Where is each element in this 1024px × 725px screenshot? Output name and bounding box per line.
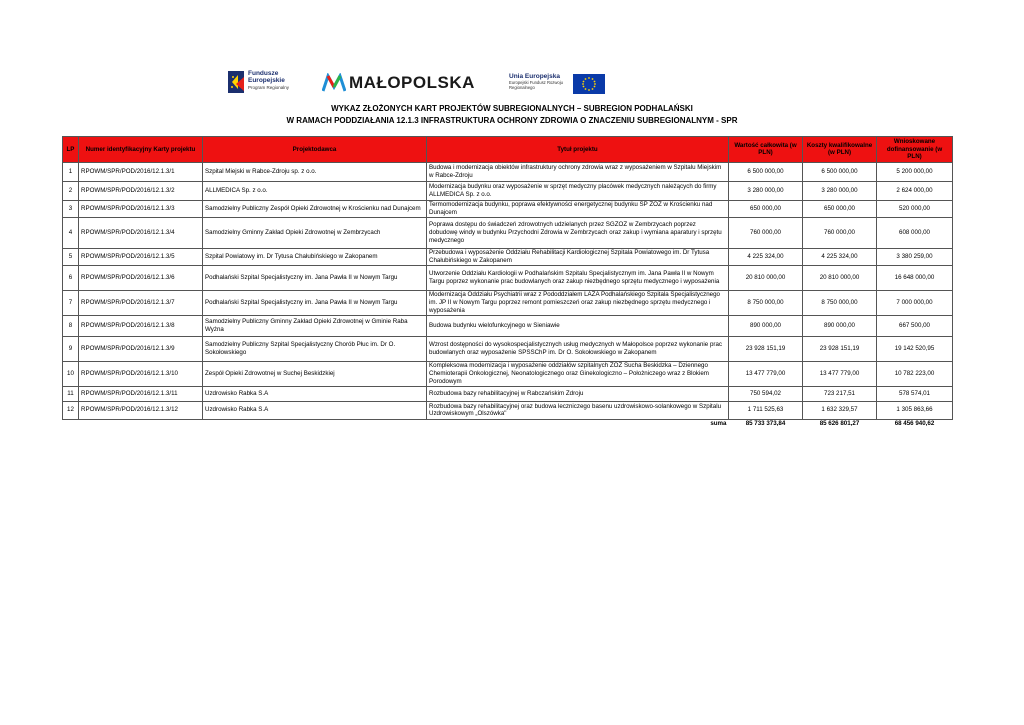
cell-title: Budowa budynku wielofunkcyjnego w Sieniawie — [427, 315, 729, 336]
table-row — [63, 217, 953, 248]
cell-total: 20 810 000,00 — [729, 265, 803, 290]
cell-total: 13 477 779,00 — [729, 361, 803, 386]
cell-cofinancing: 667 500,00 — [877, 315, 953, 336]
cell-cofinancing: 19 142 520,95 — [877, 336, 953, 361]
cell-applicant: Samodzielny Publiczny Zespół Opieki Zdrowotnej w Krościenku nad Dunajcem — [203, 200, 427, 217]
sum-label: suma — [710, 419, 727, 427]
sum-eligible: 85 626 801,27 — [819, 419, 860, 427]
cell-eligible: 13 477 779,00 — [803, 361, 877, 386]
sum-cofinancing: 68 456 940,62 — [894, 419, 935, 427]
cell-id: RPOWM/SPR/POD/2016/12.1.3/8 — [79, 315, 203, 336]
cell-applicant: Podhalański Szpital Specjalistyczny im. Jana Pawła II w Nowym Targu — [203, 290, 427, 315]
sum-blank-cell — [63, 419, 79, 427]
malopolska-wordmark: MAŁOPOLSKA — [349, 73, 475, 92]
cell-title: Rozbudowa bazy rehabilitacyjnej oraz budowa leczniczego basenu uzdrowiskowo-solankowego w Szpitalu Uzdrowiskowym „Olszówka" — [427, 401, 729, 419]
table-row — [63, 386, 953, 401]
fe-text: Fundusze Europejskie Program Regionalny — [248, 70, 290, 90]
cell-cofinancing: 1 305 863,66 — [877, 401, 953, 419]
cell-id: RPOWM/SPR/POD/2016/12.1.3/9 — [79, 336, 203, 361]
cell-title: Przebudowa i wyposażenie Oddziału Rehabilitacji Kardiologicznej Szpitala Powiatowego im. Dr Tytusa Chałubińskiego w Zakopanem — [427, 248, 729, 265]
cell-title: Poprawa dostępu do świadczeń zdrowotnych udzielanych przez SGZOZ w Zembrzycach poprzez dobudowę windy w budynku Przychodni Zdrowia w Zembrzycach oraz zakup i wymiana aparatury i sprzętu medycznego — [427, 217, 729, 248]
cell-cofinancing: 520 000,00 — [877, 200, 953, 217]
cell-cofinancing: 7 000 000,00 — [877, 290, 953, 315]
cell-eligible: 1 632 329,57 — [803, 401, 877, 419]
cell-lp: 6 — [63, 265, 79, 290]
cell-cofinancing: 3 380 259,00 — [877, 248, 953, 265]
table-header-row — [63, 137, 953, 163]
cell-title: Budowa i modernizacja obiektów infrastruktury ochrony zdrowia wraz z wyposażeniem w Szpitalu Miejskim w Rabce-Zdroju — [427, 162, 729, 181]
table-row — [63, 361, 953, 386]
logo-bar — [228, 68, 618, 100]
sum-row — [63, 419, 953, 427]
cell-id: RPOWM/SPR/POD/2016/12.1.3/4 — [79, 217, 203, 248]
col-header-title: Tytuł projektu — [427, 137, 729, 163]
cell-title: Modernizacja budynku oraz wyposażenie w sprzęt medyczny placówek medycznych należących do firmy ALLMEDICA Sp. z o.o. — [427, 181, 729, 200]
cell-title: Kompleksowa modernizacja i wyposażenie oddziałów szpitalnych ZOZ Sucha Beskidzka – Dziennego Chemioterapii Onkologicznej, Neonatologicznego oraz Ginekologiczno – Położniczego wraz z Blokiem Porodowym — [427, 361, 729, 386]
cell-title: Wzrost dostępności do wysokospecjalistycznych usług medycznych w Małopolsce poprzez wykonanie prac budowlanych oraz wyposażenie SPSSChP im. Dr O. Sokołowskiego w Zakopanem — [427, 336, 729, 361]
cell-applicant: Samodzielny Publiczny Szpital Specjalistyczny Chorób Płuc im. Dr O. Sokołowskiego — [203, 336, 427, 361]
cell-eligible: 4 225 324,00 — [803, 248, 877, 265]
cell-applicant: Samodzielny Publiczny Gminny Zakład Opieki Zdrowotnej w Gminie Raba Wyżna — [203, 315, 427, 336]
cell-cofinancing: 16 648 000,00 — [877, 265, 953, 290]
cell-eligible: 6 500 000,00 — [803, 162, 877, 181]
cell-applicant: Uzdrowisko Rabka S.A — [203, 401, 427, 419]
cell-id: RPOWM/SPR/POD/2016/12.1.3/10 — [79, 361, 203, 386]
cell-title: Rozbudowa bazy rehabilitacyjnej w Rabczańskim Zdroju — [427, 386, 729, 401]
cell-eligible: 8 750 000,00 — [803, 290, 877, 315]
col-header-eligible: Koszty kwalifikowalne (w PLN) — [803, 137, 877, 163]
projects-table — [62, 136, 953, 427]
cell-id: RPOWM/SPR/POD/2016/12.1.3/11 — [79, 386, 203, 401]
malopolska-mark-icon — [322, 73, 346, 93]
cell-cofinancing: 10 782 223,00 — [877, 361, 953, 386]
cell-id: RPOWM/SPR/POD/2016/12.1.3/2 — [79, 181, 203, 200]
table-row — [63, 181, 953, 200]
cell-title: Utworzenie Oddziału Kardiologii w Podhalańskim Szpitalu Specjalistycznym im. Jana Pawła II w Nowym Targu poprzez wykonanie prac budowlanych oraz zakup niezbędnego sprzętu medycznego i wyposażenia — [427, 265, 729, 290]
cell-applicant: Szpital Powiatowy im. Dr Tytusa Chałubińskiego w Zakopanem — [203, 248, 427, 265]
col-header-id: Numer identyfikacyjny Karty projektu — [79, 137, 203, 163]
title-line-1: WYKAZ ZŁOŻONYCH KART PROJEKTÓW SUBREGIONALNYCH – SUBREGION PODHALAŃSKI — [331, 104, 693, 113]
table-body — [63, 162, 953, 427]
cell-id: RPOWM/SPR/POD/2016/12.1.3/7 — [79, 290, 203, 315]
cell-applicant: ALLMEDICA Sp. z o.o. — [203, 181, 427, 200]
malopolska-logo — [322, 73, 492, 97]
table-row — [63, 162, 953, 181]
cell-lp: 3 — [63, 200, 79, 217]
cell-cofinancing: 608 000,00 — [877, 217, 953, 248]
cell-lp: 2 — [63, 181, 79, 200]
cell-applicant: Samodzielny Gminny Zakład Opieki Zdrowotnej w Zembrzycach — [203, 217, 427, 248]
col-header-lp: LP — [63, 137, 79, 163]
cell-lp: 4 — [63, 217, 79, 248]
document-title — [0, 103, 1024, 127]
col-header-cofinancing: Wnioskowane dofinansowanie (w PLN) — [877, 137, 953, 163]
table-row — [63, 315, 953, 336]
cell-lp: 8 — [63, 315, 79, 336]
cell-id: RPOWM/SPR/POD/2016/12.1.3/1 — [79, 162, 203, 181]
fundusze-europejskie-logo — [228, 70, 308, 96]
table-row — [63, 265, 953, 290]
cell-title: Termomodernizacja budynku, poprawa efektywności energetycznej budynku SP ZOZ w Krościenku nad Dunajcem — [427, 200, 729, 217]
cell-cofinancing: 578 574,01 — [877, 386, 953, 401]
cell-applicant: Szpital Miejski w Rabce-Zdroju sp. z o.o. — [203, 162, 427, 181]
fe-star-icon — [228, 71, 244, 93]
cell-total: 650 000,00 — [729, 200, 803, 217]
cell-eligible: 760 000,00 — [803, 217, 877, 248]
cell-applicant: Podhalański Szpital Specjalistyczny im. Jana Pawła II w Nowym Targu — [203, 265, 427, 290]
cell-eligible: 723 217,51 — [803, 386, 877, 401]
cell-applicant: Zespół Opieki Zdrowotnej w Suchej Beskidzkiej — [203, 361, 427, 386]
cell-total: 8 750 000,00 — [729, 290, 803, 315]
table-row — [63, 248, 953, 265]
title-line-2: W RAMACH PODDZIAŁANIA 12.1.3 INFRASTRUKTURA OCHRONY ZDROWIA O ZNACZENIU SUBREGIONALNYM - SPR — [286, 116, 738, 125]
eu-logo — [509, 71, 619, 97]
cell-total: 890 000,00 — [729, 315, 803, 336]
cell-lp: 5 — [63, 248, 79, 265]
cell-total: 4 225 324,00 — [729, 248, 803, 265]
cell-id: RPOWM/SPR/POD/2016/12.1.3/5 — [79, 248, 203, 265]
sum-blank-cell — [79, 419, 203, 427]
cell-cofinancing: 2 624 000,00 — [877, 181, 953, 200]
cell-lp: 12 — [63, 401, 79, 419]
cell-eligible: 890 000,00 — [803, 315, 877, 336]
cell-applicant: Uzdrowisko Rabka S.A — [203, 386, 427, 401]
cell-lp: 10 — [63, 361, 79, 386]
cell-eligible: 20 810 000,00 — [803, 265, 877, 290]
cell-id: RPOWM/SPR/POD/2016/12.1.3/12 — [79, 401, 203, 419]
cell-title: Modernizacja Oddziału Psychiatrii wraz z Pododdziałem LAZA Podhalańskiego Szpitala Specjalistycznego im. JP II w Nowym Targu poprzez remont pomieszczeń oraz zakup niezbędnego sprzętu medycznego i wyposażenia — [427, 290, 729, 315]
cell-total: 760 000,00 — [729, 217, 803, 248]
cell-lp: 1 — [63, 162, 79, 181]
cell-total: 3 280 000,00 — [729, 181, 803, 200]
cell-total: 23 928 151,19 — [729, 336, 803, 361]
col-header-applicant: Projektodawca — [203, 137, 427, 163]
cell-eligible: 23 928 151,19 — [803, 336, 877, 361]
cell-lp: 11 — [63, 386, 79, 401]
eu-flag-icon — [573, 74, 605, 94]
cell-id: RPOWM/SPR/POD/2016/12.1.3/3 — [79, 200, 203, 217]
cell-total: 6 500 000,00 — [729, 162, 803, 181]
cell-eligible: 650 000,00 — [803, 200, 877, 217]
table-row — [63, 336, 953, 361]
sum-blank-cell — [203, 419, 427, 427]
cell-id: RPOWM/SPR/POD/2016/12.1.3/6 — [79, 265, 203, 290]
cell-lp: 9 — [63, 336, 79, 361]
table-row — [63, 401, 953, 419]
sum-total: 85 733 373,84 — [745, 419, 786, 427]
table-row — [63, 200, 953, 217]
cell-cofinancing: 5 200 000,00 — [877, 162, 953, 181]
cell-eligible: 3 280 000,00 — [803, 181, 877, 200]
table-row — [63, 290, 953, 315]
ue-text: Unia Europejska Europejski Fundusz Rozwoju Regionalnego — [509, 73, 563, 90]
col-header-total: Wartość całkowita (w PLN) — [729, 137, 803, 163]
cell-lp: 7 — [63, 290, 79, 315]
cell-total: 750 594,02 — [729, 386, 803, 401]
cell-total: 1 711 525,63 — [729, 401, 803, 419]
